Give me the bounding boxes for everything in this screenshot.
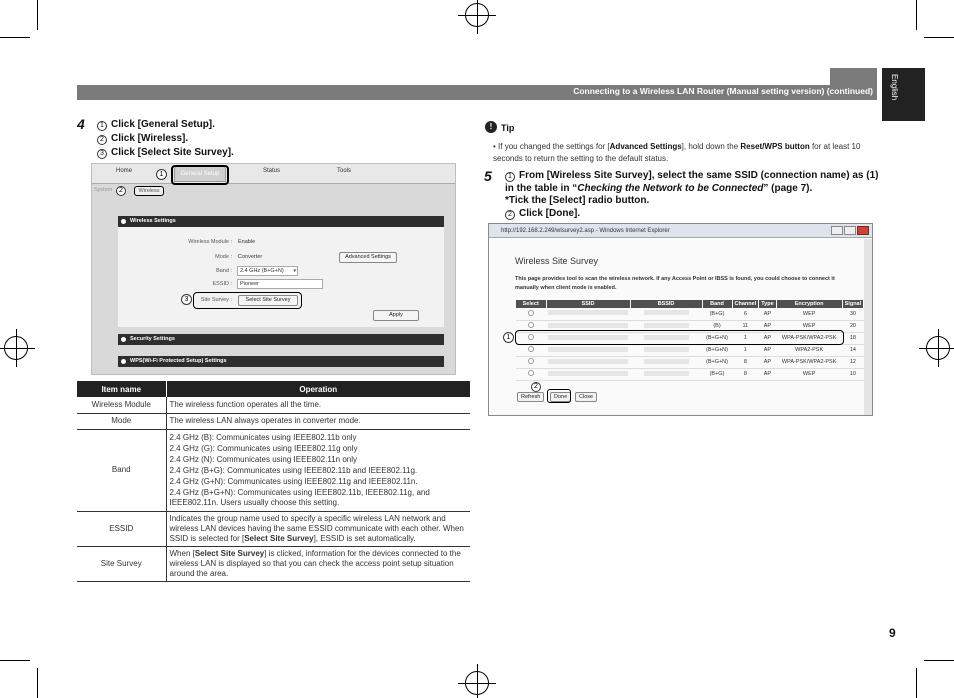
cell-signal: 20 [842,320,864,332]
cell [546,308,630,320]
table-row[interactable] [516,356,864,368]
cell-band: (B) [702,320,732,332]
cell-type: AP [759,368,776,380]
crop-mark [916,0,917,30]
registration-mark [465,671,489,695]
table-row [77,397,470,413]
ssid-redacted [548,347,628,352]
cell-band: (B+G+N) [702,332,732,344]
mode-label: Mode : [215,254,232,260]
band-label: Band : [216,268,232,274]
callout-1: 1 [156,169,167,180]
step5-line-3 [505,208,885,221]
done-button[interactable]: Done [550,392,571,402]
highlight-general-setup [171,165,229,185]
bssid-redacted [644,323,689,328]
header-operation: Operation [166,381,470,397]
band-select-value: 2.4 GHz (B+G+N) [240,268,284,274]
cell-encryption: WEP [776,368,842,380]
cell [630,368,702,380]
crop-mark [924,660,954,661]
language-label: English [890,74,899,101]
op-bold: Select Site Survey [194,548,265,558]
page-number: 9 [889,626,896,640]
header-title: Connecting to a Wireless LAN Router (Manual setting version) (continued) [573,86,873,96]
cell [516,308,546,320]
site-survey-title: Wireless Site Survey [515,256,599,266]
step-marker: 1 [97,121,107,131]
step4-item-1 [97,119,215,131]
step-text: Click [Wireless]. [111,133,189,144]
band-option: 2.4 GHz (B): Communicates using IEEE802.11b only [169,432,357,442]
select-radio[interactable] [528,358,534,364]
header-band [77,85,877,100]
settings-table [77,381,470,582]
row-operation: The wireless LAN always operates in converter mode. [166,413,470,429]
step4-item-3 [97,147,234,159]
cell-channel: 1 [732,344,759,356]
column-header: BSSID [630,300,702,308]
site-survey-label: Site Survey : [200,297,232,303]
essid-input[interactable]: Pioneer [237,279,323,289]
crop-mark [924,37,954,38]
cell-band: (B+G+N) [702,356,732,368]
header-block [830,68,877,85]
band-select[interactable] [237,266,298,276]
cell-type: AP [759,308,776,320]
cell [546,344,630,356]
cell-type: AP [759,332,776,344]
cell [546,368,630,380]
tip-bold: Advanced Settings [609,142,682,151]
advanced-settings-button[interactable]: Advanced Settings [339,252,397,263]
cell-type: AP [759,320,776,332]
row-operation [166,429,470,511]
cell-encryption: WPA-PSK/WPA2-PSK [776,332,842,344]
router-tab-bar [92,164,455,184]
row-operation [166,511,470,546]
step-marker: 3 [97,149,107,159]
row-operation: The wireless function operates all the time. [166,397,470,413]
subnav-system[interactable]: System [94,187,113,193]
table-row [77,429,470,511]
chevron-down-icon: ▾ [293,268,296,274]
table-row[interactable] [516,344,864,356]
crop-mark [0,660,30,661]
row-name: Mode [77,413,166,429]
cell [630,308,702,320]
registration-mark [465,3,489,27]
column-header: Select [516,300,546,308]
cell-band: (B+G+N) [702,344,732,356]
table-row[interactable] [516,308,864,320]
cell-type: AP [759,344,776,356]
crop-mark [37,668,38,698]
cell [546,356,630,368]
band-option: 2.4 GHz (B+G): Communicates using IEEE802.11b and IEEE802.11g. [169,465,418,475]
tip-part: for at least 10 seconds to return the setting to the default status. [493,142,861,163]
site-survey-description: This page provides tool to scan the wireless network. If any Access Point or IBSS is found, you could choose to connect it manually when client mode is enabled. [515,276,835,291]
bssid-redacted [644,371,689,376]
column-header: Channel [732,300,759,308]
section-wps-settings[interactable]: WPS(Wi-Fi Protected Setup) Settings [118,356,444,367]
band-option: 2.4 GHz (B+G+N): Communicates using IEEE802.11b, IEEE802.11g, and IEEE802.11n. Users usually choose this setting. [169,487,430,507]
ssid-redacted [548,323,628,328]
row-operation [166,546,470,581]
tip-text: • If you changed the settings for [Advanced Settings], hold down the Reset/WPS button for at least 10 seconds to return the setting to the default status. [493,142,861,163]
cell-encryption: WPA2-PSK [776,344,842,356]
callout-1: 1 [503,332,514,343]
column-header: Encryption [776,300,842,308]
step-number: 4 [77,116,85,132]
bssid-redacted [644,310,689,315]
cell [630,344,702,356]
table-row [77,546,470,581]
callout-2: 2 [116,186,126,196]
highlight-selected-row [515,330,844,345]
wireless-module-label: Wireless Module : [188,239,232,245]
op-text: ] is clicked, information for the devices connected to the wireless LAN is displayed so that you can check the access point setup situation around the area. [169,548,461,578]
cell [630,356,702,368]
cell-channel: 6 [732,308,759,320]
ie-window-title: http://192.168.2.249/wlsurvey2.asp - Windows Internet Explorer [501,228,670,234]
ie-title-bar [489,224,872,238]
row-name: Band [77,429,166,511]
select-radio[interactable] [528,322,534,328]
step5-line-2: *Tick the [Select] radio button. [505,195,650,206]
table-row [77,511,470,546]
table-row [77,413,470,429]
cell-type: AP [759,356,776,368]
crop-mark [916,668,917,698]
cell-signal: 18 [842,332,864,344]
step4-item-2 [97,133,188,145]
band-option: 2.4 GHz (G+N): Communicates using IEEE802.11g and IEEE802.11n. [169,476,418,486]
tab-general-setup[interactable]: General Setup [174,166,226,182]
op-bold: Select Site Survey [244,533,314,543]
tip-part: ], hold down the [681,142,741,151]
tip-part: If you changed the settings for [ [498,142,610,151]
row-name: Wireless Module [77,397,166,413]
tip-icon: ! [485,121,497,133]
step-marker: 1 [505,172,515,182]
select-radio[interactable] [528,346,534,352]
table-row[interactable] [516,368,864,380]
mode-value: Converter [238,254,263,260]
step-text: Click [General Setup]. [111,119,215,130]
band-option: 2.4 GHz (G): Communicates using IEEE802.11g only [169,443,358,453]
select-site-survey-button[interactable]: Select Site Survey [238,295,298,306]
step-text: Click [Select Site Survey]. [111,147,234,158]
step-marker: 2 [505,210,515,220]
step-marker: 2 [97,135,107,145]
cell-channel: 11 [732,320,759,332]
crop-mark [37,0,38,30]
crop-mark [0,37,30,38]
column-header: SSID [546,300,630,308]
step5-instructions [505,170,885,220]
site-survey-header [516,300,864,308]
tab-home[interactable]: Home [116,168,133,174]
bssid-redacted [644,347,689,352]
wireless-module-value: Enable [238,239,256,245]
row-name: ESSID [77,511,166,546]
callout-2: 2 [531,382,541,392]
column-header: Band [702,300,732,308]
refresh-button[interactable]: Refresh [517,392,544,402]
section-security-settings[interactable]: Security Settings [118,334,444,345]
maximize-icon[interactable] [844,226,856,235]
header-item-name: Item name [77,381,166,397]
ssid-redacted [548,371,628,376]
cell-channel: 8 [732,356,759,368]
site-survey-screenshot [488,223,873,416]
registration-mark [4,336,28,360]
table-header [77,381,470,397]
row-name: Site Survey [77,546,166,581]
step-text: From [Wireless Site Survey], select the same SSID (connection name) as (1) in the table in “ [505,170,879,194]
router-subnav [92,185,455,197]
cell-signal: 30 [842,308,864,320]
column-header: Signal [842,300,864,308]
bssid-redacted [644,359,689,364]
router-settings-screenshot [91,163,456,375]
section-wireless-settings: Wireless Settings [118,216,444,227]
tab-tools[interactable]: Tools [337,168,352,174]
close-icon[interactable] [857,226,869,235]
step-italic: Checking the Network to be Connected [577,182,764,194]
op-text: Indicates the group name used to specify a specific wireless LAN network and wireless LAN devices having the same ESSID communicate with each other. When SSID is selected for [ [169,513,464,543]
select-radio[interactable] [528,370,534,376]
tab-status[interactable]: Status [263,168,281,174]
scrollbar[interactable] [864,239,872,415]
cell-encryption: WPA-PSK/WPA2-PSK [776,356,842,368]
close-button[interactable]: Close [575,392,597,402]
column-header: Type [759,300,776,308]
cell-band: (B+G) [702,308,732,320]
cell-encryption: WEP [776,308,842,320]
op-text: When [ [169,548,195,558]
select-radio[interactable] [528,310,534,316]
step-text: ” (page 7). [763,182,813,194]
ssid-redacted [548,310,628,315]
essid-label: ESSID : [212,281,232,287]
op-text: ], ESSID is set automatically. [313,533,416,543]
cell-encryption: WEP [776,320,842,332]
highlight-done [547,389,571,403]
cell-signal: 14 [842,344,864,356]
step-number: 5 [484,168,492,184]
cell-channel: 1 [732,332,759,344]
step5-line-1 [505,170,885,195]
callout-3: 3 [181,294,192,305]
step-text: Click [Done]. [519,207,581,219]
subnav-wireless[interactable]: Wireless [134,186,164,196]
tip-bold: Reset/WPS button [740,142,810,151]
minimize-icon[interactable] [831,226,843,235]
apply-button[interactable]: Apply [373,310,419,321]
cell-channel: 8 [732,368,759,380]
cell [516,344,546,356]
ssid-redacted [548,359,628,364]
highlight-site-survey [193,292,302,309]
registration-mark [926,336,950,360]
cell [516,368,546,380]
language-tab [882,68,925,121]
tip-title: Tip [501,123,515,133]
cell-signal: 10 [842,368,864,380]
cell [516,356,546,368]
cell-signal: 12 [842,356,864,368]
cell-band: (B+G) [702,368,732,380]
band-option: 2.4 GHz (N): Communicates using IEEE802.11n only [169,454,357,464]
